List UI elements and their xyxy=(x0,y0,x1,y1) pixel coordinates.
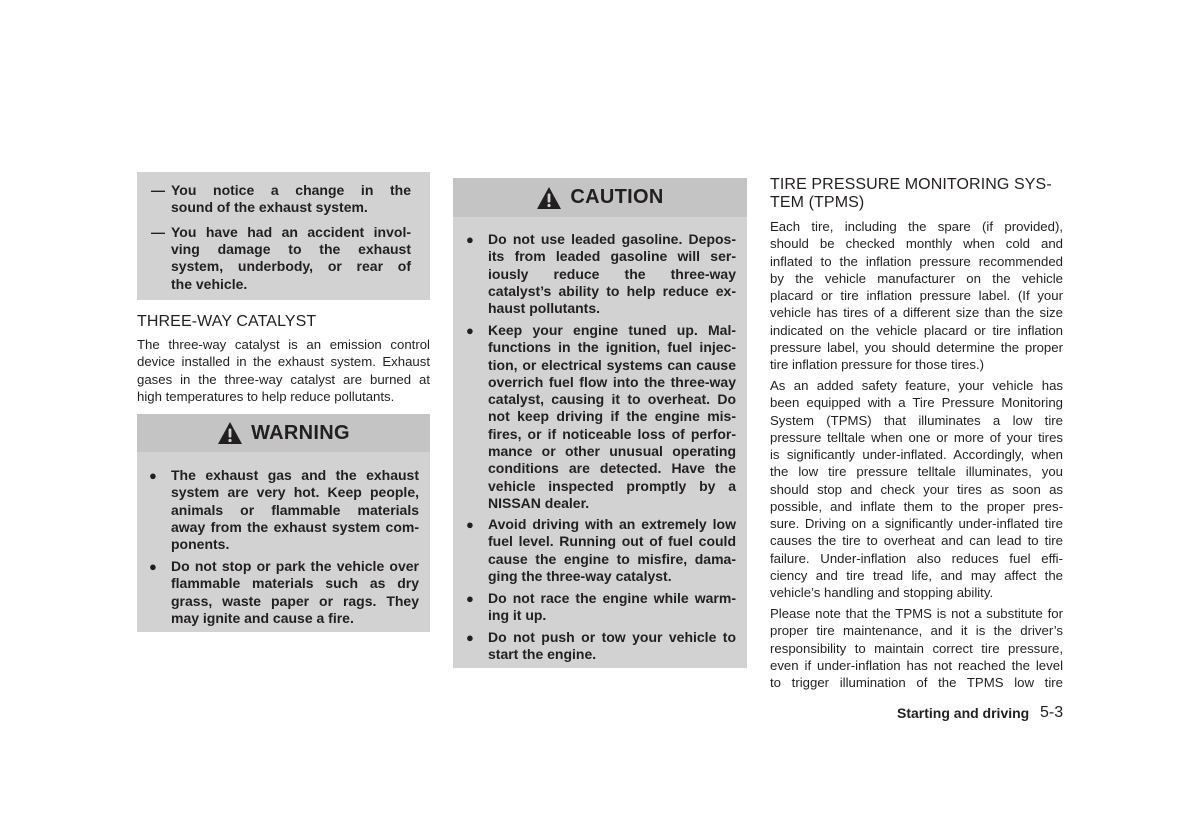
text-line: ponents. xyxy=(171,536,230,553)
text-line: sure. Driving on a significantly under-inflated tire xyxy=(770,516,1063,531)
text-line: Avoid driving with an extremely low xyxy=(488,516,736,532)
warning-triangle-icon xyxy=(536,186,562,210)
footer-section-label: Starting and driving xyxy=(897,705,1030,721)
text-line: sound of the exhaust system. xyxy=(171,199,368,216)
text-line: You have had an accident invol- xyxy=(171,224,411,240)
text-line: Do not stop or park the vehicle over xyxy=(171,558,419,574)
text-line: should be checked monthly when cold and xyxy=(770,236,1063,252)
text-line: should stop and check your tires as soon as xyxy=(770,481,1063,497)
bullet-mark: ● xyxy=(466,323,474,338)
text-line: Please note that the TPMS is not a substitute for xyxy=(770,606,1063,621)
text-line: the low tire pressure telltale illuminates, you xyxy=(770,464,1063,480)
text-line: As an added safety feature, your vehicle has xyxy=(770,378,1063,393)
text-line: Each tire, including the spare (if provided), xyxy=(770,219,1063,234)
bullet-mark: ● xyxy=(149,468,157,483)
warning-banner xyxy=(137,414,430,452)
bullet-mark: ● xyxy=(466,591,474,606)
text-line: gases in the three-way catalyst are burned at xyxy=(137,371,430,387)
list-item xyxy=(149,467,419,553)
warning-triangle-icon xyxy=(217,421,243,445)
text-line: flammable materials such as dry xyxy=(171,575,419,592)
text-line: responsibility to maintain correct tire pressure, xyxy=(770,640,1063,656)
text-line: Keep your engine tuned up. Mal- xyxy=(488,322,736,338)
text-line: by the vehicle manufacturer on the vehicle xyxy=(770,270,1063,286)
text-line: NISSAN dealer. xyxy=(488,494,590,511)
text-line: Do not push or tow your vehicle to xyxy=(488,629,736,645)
text-line: TIRE PRESSURE MONITORING SYS- xyxy=(770,176,1052,193)
text-line: catalyst, causing it to overheat. Do xyxy=(488,391,736,408)
text-line: vehicle’s handling and stopping ability. xyxy=(770,585,994,600)
text-line: may ignite and cause a fire. xyxy=(171,609,354,626)
text-line: Do not use leaded gasoline. Depos- xyxy=(488,231,736,247)
list-item xyxy=(466,231,736,317)
text-line: away from the exhaust system com- xyxy=(171,518,419,535)
text-line: its from leaded gasoline will ser- xyxy=(488,248,736,265)
text-line: causes the tire to overheat and can lead to tire xyxy=(770,533,1063,549)
caution-title: CAUTION xyxy=(570,186,664,208)
text-line: system, underbody, or rear of xyxy=(171,258,411,275)
body-paragraph xyxy=(770,218,1063,373)
text-line: the vehicle. xyxy=(171,275,248,292)
text-line: not keep driving if the engine mis- xyxy=(488,408,736,425)
text-line: proper tire maintenance, and it is the driver’s xyxy=(770,623,1063,639)
section-title xyxy=(770,176,1063,212)
list-item xyxy=(466,516,736,585)
text-line: conditions are detected. Have the xyxy=(488,460,736,477)
text-line: You notice a change in the xyxy=(171,182,411,198)
text-line: catalyst’s ability to help reduce ex- xyxy=(488,282,736,299)
text-line: system are very hot. Keep people, xyxy=(171,484,419,501)
text-line: even if under-inflation has not reached the level xyxy=(770,657,1063,673)
bullet-mark: ● xyxy=(466,630,474,645)
bullet-mark: ● xyxy=(149,559,157,574)
text-line: tire inflation pressure for those tires.) xyxy=(770,357,985,372)
text-line: placard or tire inflation pressure label. (If your xyxy=(770,288,1063,303)
list-item xyxy=(149,558,419,627)
text-line: cause the engine to misfire, dama- xyxy=(488,550,736,567)
dash-item xyxy=(151,182,411,216)
text-line: Do not race the engine while warm- xyxy=(488,590,736,606)
text-line: grass, waste paper or rags. They xyxy=(171,592,419,609)
text-line: to trigger illumination of the TPMS low tire xyxy=(770,675,1063,690)
text-line: ciency and tire tread life, and may affect the xyxy=(770,567,1063,583)
text-line: device installed in the exhaust system. Exhaust xyxy=(137,354,430,370)
caution-banner xyxy=(453,178,747,217)
text-line: iously reduce the three-way xyxy=(488,265,736,282)
text-line: The exhaust gas and the exhaust xyxy=(171,467,419,483)
text-line: pressure label, you should determine the proper xyxy=(770,339,1063,355)
text-line: vehicle inspected promptly by a xyxy=(488,477,736,494)
body-paragraph xyxy=(137,336,430,405)
dash-item xyxy=(151,224,411,293)
page-number: 5-3 xyxy=(1040,704,1064,721)
text-line: ving damage to the exhaust xyxy=(171,241,411,258)
continued-list-box xyxy=(137,172,430,300)
text-line: start the engine. xyxy=(488,646,597,663)
bullet-mark: ● xyxy=(466,517,474,532)
text-line: functions in the ignition, fuel injec- xyxy=(488,339,736,356)
text-line: TEM (TPMS) xyxy=(770,194,865,211)
text-line: been equipped with a Tire Pressure Monitoring xyxy=(770,395,1063,411)
text-line: animals or flammable materials xyxy=(171,501,419,518)
list-item xyxy=(466,590,736,625)
text-line: ing it up. xyxy=(488,607,547,624)
text-line: fires, or if noticeable loss of perfor- xyxy=(488,425,736,442)
text-line: haust pollutants. xyxy=(488,300,600,317)
list-item xyxy=(466,629,736,664)
section-title: THREE-WAY CATALYST xyxy=(137,313,317,330)
text-line: fuel level. Running out of fuel could xyxy=(488,533,736,550)
bullet-mark: ● xyxy=(466,232,474,247)
text-line: System (TPMS) that illuminates a low tire xyxy=(770,412,1063,428)
text-line: overrich fuel flow into the three-way xyxy=(488,373,736,390)
text-line: is significantly under-inflated. Accordingly, when xyxy=(770,447,1063,462)
dash-mark: — xyxy=(151,182,165,198)
list-item xyxy=(466,322,736,512)
text-line: pressure telltale when one or more of your tires xyxy=(770,429,1063,445)
body-paragraph xyxy=(770,605,1063,691)
text-line: indicated on the vehicle placard or tire inflation xyxy=(770,322,1063,338)
text-line: mance or other unusual operating xyxy=(488,443,736,460)
text-line: failure. Under-inflation also reduces fuel effi- xyxy=(770,550,1063,566)
dash-mark: — xyxy=(151,224,165,240)
text-line: inflated to the inflation pressure recommended xyxy=(770,253,1063,269)
text-line: vehicle has tires of a different size than the size xyxy=(770,305,1063,321)
text-line: The three-way catalyst is an emission control xyxy=(137,337,430,352)
text-line: ging the three-way catalyst. xyxy=(488,567,672,584)
text-line: high temperatures to help reduce pollutants. xyxy=(137,388,395,404)
text-line: tion, or electrical systems can cause xyxy=(488,356,736,373)
body-paragraph xyxy=(770,377,1063,601)
warning-title: WARNING xyxy=(251,421,350,444)
text-line: possible, and inflate them to the proper pres- xyxy=(770,498,1063,514)
